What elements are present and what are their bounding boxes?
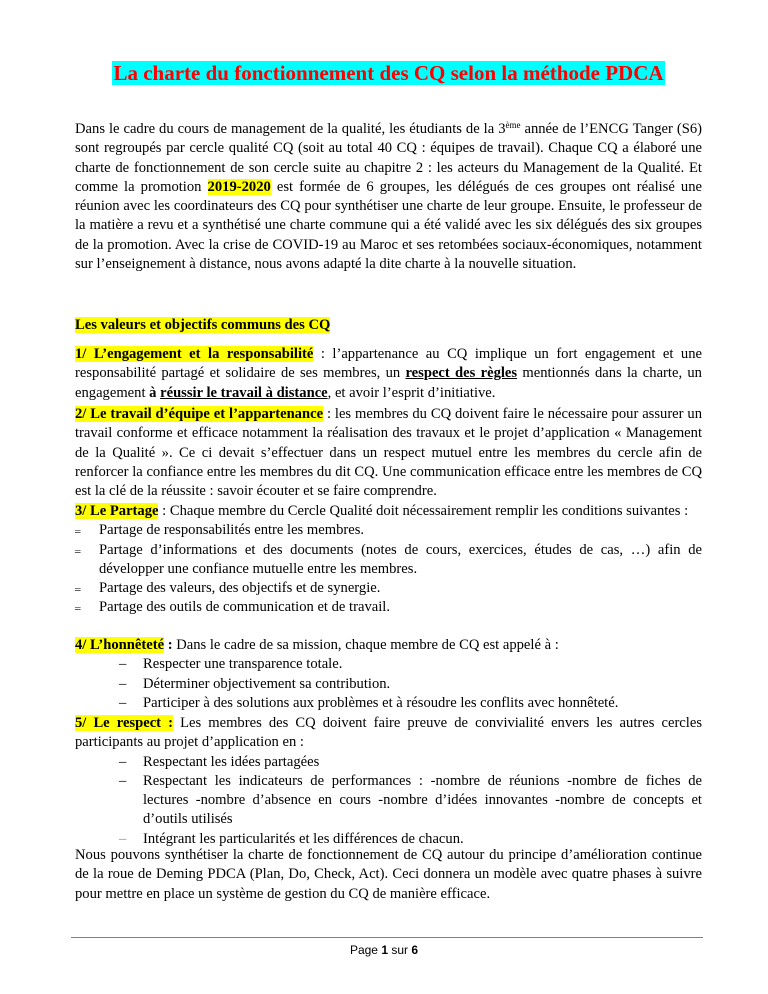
footer-divider: [71, 937, 703, 938]
list-item: ‗ Partage d’informations et des documents (notes de cours, exercices, études de cas, …) afin de développer une confiance mutuelle entre les membres.: [75, 541, 702, 580]
list-item: ‗ Partage de responsabilités entre les membres.: [75, 521, 702, 540]
value-sharing: 3/ Le Partage : Chaque membre du Cercle Qualité doit nécessairement remplir les conditions suivantes : ‗ Partage de responsabilités entre les membres. ‗ Partage d’informations et des documents (notes de cours, exercices, études de cas, …) afin de développer une confiance mutuelle entre les membres. ‗ Partage des valeurs, des objectifs et de synergie. ‗ Partage des outils de communication et de travail.: [75, 502, 702, 618]
dash-bullet-icon: ‗: [75, 521, 81, 534]
list-item: – Respectant les indicateurs de performances : -nombre de réunions -nombre de fiches de lectures -nombre d’absence en cours -nombre d’idées innovantes -nombre de concepts et d’outils utilisés: [119, 772, 702, 828]
dash-bullet-icon: –: [119, 772, 127, 789]
current-page-number: 1: [381, 943, 388, 957]
value-heading: 4/ L’honnêteté: [75, 637, 165, 653]
value-heading: 3/ Le Partage: [75, 503, 159, 519]
dash-bullet-icon: ‗: [75, 540, 81, 553]
intro-paragraph: Dans le cadre du cours de management de la qualité, les étudiants de la 3ème année de l’ENCG Tanger (S6) sont regroupés par cercle qualité CQ (soit au total 40 CQ : équipes de travail). Chaque CQ a élaboré une charte de fonctionnement de son cercle suite au chapitre 2 : les acteurs du Management de la Qualité. Et comme la promotion 2019-2020 est formée de 6 groupes, les délégués de ces groupes ont réalisé une réunion avec les coordinateurs des CQ pour synthétiser une charte de leur groupe. Ensuite, le professeur de la matière a revu et a synthétisé une charte commune qui a été validé avec les six délégués des six groupes de la promotion. Avec la crise de COVID-19 au Maroc et ses retombées sociaux-économiques, notamment sur l’enseignement à distance, nous avons adapté la dite charte à la nouvelle situation.: [75, 120, 702, 273]
list-item: – Respecter une transparence totale.: [75, 655, 702, 674]
value-heading: 1/ L’engagement et la responsabilité: [75, 346, 314, 362]
section-heading: Les valeurs et objectifs communs des CQ: [75, 317, 331, 333]
dash-bullet-icon: –: [119, 694, 127, 711]
dash-bullet-icon: –: [119, 656, 127, 673]
list-item: ‗ Partage des outils de communication et de travail.: [75, 598, 702, 617]
list-item: – Déterminer objectivement sa contribution.: [75, 675, 702, 694]
total-pages: 6: [411, 943, 419, 957]
list-item: – Intégrant les particularités et les différences de chacun.: [75, 830, 702, 849]
list-item: – Participer à des solutions aux problèmes et à résoudre les conflits avec honnêteté.: [75, 694, 702, 713]
emphasis-rules: respect des règles: [405, 365, 518, 382]
emphasis-remote-work: réussir le travail à distance: [160, 384, 328, 401]
value-engagement: 1/ L’engagement et la responsabilité : l’appartenance au CQ implique un fort engagement et une responsabilité partagé et solidaire de ses membres, un respect des règles mentionnés dans la charte, un engagement à réussir le travail à distance, et avoir l’esprit d’initiative.: [75, 346, 702, 401]
list-item: – Respectant les idées partagées: [75, 753, 702, 772]
year-highlight: 2019-2020: [207, 178, 271, 195]
value-heading: 5/ Le respect :: [75, 715, 173, 731]
dash-bullet-icon: –: [119, 753, 127, 770]
dash-bullet-icon: –: [119, 830, 127, 847]
honesty-list: [75, 655, 702, 713]
respect-list: [75, 753, 702, 849]
value-teamwork: 2/ Le travail d’équipe et l’appartenance : les membres du CQ doivent faire le nécessaire pour assurer un travail conforme et efficace notamment la réalisation des travaux et le projet d’application « Management de la Qualité ». Ce ci devait s’effectuer dans un respect mutuel entre les membres du cercle afin de renforcer la confiance entre les membres du dit CQ. Une communication efficace entre les membres de CQ est la clé de la réussite : savoir écouter et se faire comprendre.: [75, 406, 703, 500]
conclusion-paragraph: Nous pouvons synthétiser la charte de fonctionnement de CQ autour du principe d’amélioration continue de la roue de Deming PDCA (Plan, Do, Check, Act). Ceci donnera un modèle avec quatre phases à suivre pour mettre en place un système de gestion du CQ de manière efficace.: [75, 847, 702, 902]
value-respect: 5/ Le respect : Les membres des CQ doivent faire preuve de convivialité envers les autres cercles participants au projet d’application en : – Respectant les idées partagées – Respectant les indicateurs de performances : -nombre de réunions -nombre de fiches de lectures -nombre d’absence en cours -nombre d’idées innovantes -nombre de concepts et d’outils utilisés – Intégrant les particularités et les différences de chacun.: [75, 714, 702, 849]
list-item: ‗ Partage des valeurs, des objectifs et de synergie.: [75, 579, 702, 598]
dash-bullet-icon: ‗: [75, 579, 81, 592]
value-heading: 2/ Le travail d’équipe et l’appartenance: [75, 406, 324, 422]
dash-bullet-icon: ‗: [75, 598, 81, 611]
page-footer: Page 1 sur 6: [349, 943, 419, 957]
page-title: [75, 60, 702, 86]
dash-bullet-icon: –: [119, 675, 127, 692]
sharing-list: [75, 521, 702, 617]
value-honesty: 4/ L’honnêteté : Dans le cadre de sa mission, chaque membre de CQ est appelé à : – Respecter une transparence totale. – Déterminer objectivement sa contribution. – Participer à des solutions aux problèmes et à résoudre les conflits avec honnêteté.: [75, 636, 702, 713]
title-highlight: La charte du fonctionnement des CQ selon la méthode PDCA: [113, 61, 664, 85]
